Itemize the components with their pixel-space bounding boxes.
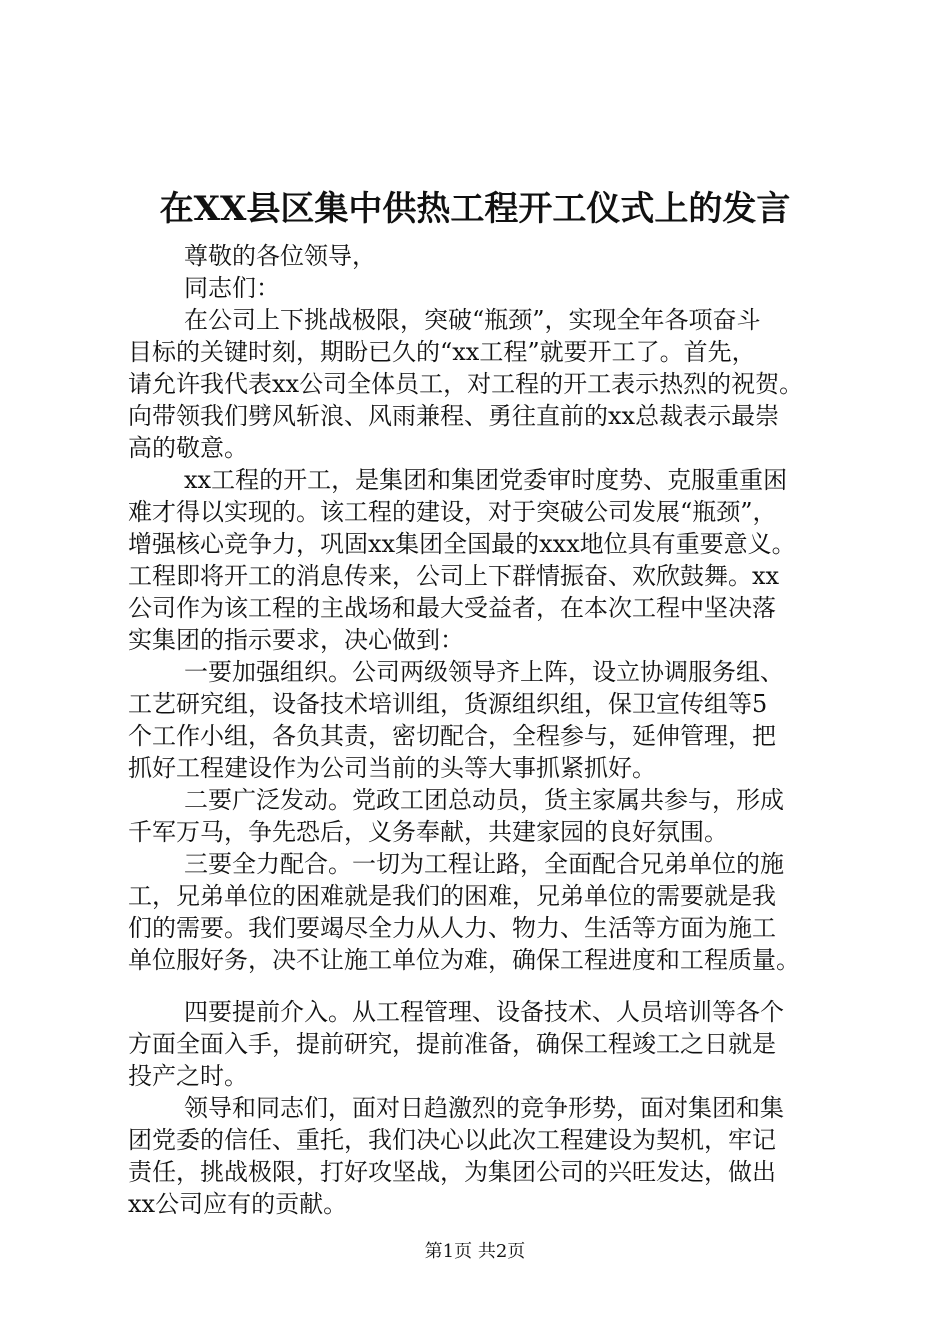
paragraph-line: 三要全力配合。一切为工程让路，全面配合兄弟单位的施 [184,850,784,878]
paragraph-gap [128,976,850,996]
salutation-line: 尊敬的各位领导， [184,242,376,270]
paragraph-line: 们的需要。我们要竭尽全力从人力、物力、生活等方面为施工 [128,914,776,942]
paragraph-line: 单位服好务，决不让施工单位为难，确保工程进度和工程质量。 [128,946,800,974]
paragraph-line: 抓好工程建设作为公司当前的头等大事抓紧抓好。 [128,754,656,782]
paragraph-line: 四要提前介入。从工程管理、设备技术、人员培训等各个 [184,998,784,1026]
paragraph-line: 目标的关键时刻，期盼已久的“xx工程”就要开工了。首先， [128,338,756,366]
paragraph-line: 责任，挑战极限，打好攻坚战，为集团公司的兴旺发达，做出 [128,1158,776,1186]
paragraph-line: 投产之时。 [128,1062,248,1090]
document-title: 在XX县区集中供热工程开工仪式上的发言 [159,189,791,229]
paragraph-line: 二要广泛发动。党政工团总动员，货主家属共参与，形成 [184,786,784,814]
paragraph-line: xx公司应有的贡献。 [128,1190,348,1218]
paragraph-line: 向带领我们劈风斩浪、风雨兼程、勇往直前的xx总裁表示最崇 [128,402,780,430]
paragraph-line: 公司作为该工程的主战场和最大受益者，在本次工程中坚决落 [128,594,776,622]
paragraph-line: 高的敬意。 [128,434,248,462]
paragraph-line: 在公司上下挑战极限，突破“瓶颈”，实现全年各项奋斗 [184,306,761,334]
paragraph-line: 难才得以实现的。该工程的建设，对于突破公司发展“瓶颈”， [128,498,777,526]
paragraph-line: 领导和同志们，面对日趋激烈的竞争形势，面对集团和集 [184,1094,784,1122]
page-number: 第1页 共2页 [424,1241,526,1262]
paragraph-line: 实集团的指示要求，决心做到： [128,626,464,654]
salutation-line: 同志们： [184,274,280,302]
paragraph-line: 千军万马，争先恐后，义务奉献，共建家园的良好氛围。 [128,818,728,846]
paragraph-line: xx工程的开工，是集团和集团党委审时度势、克服重重困 [184,466,788,494]
paragraph-line: 工程即将开工的消息传来，公司上下群情振奋、欢欣鼓舞。xx [128,562,780,590]
paragraph-line: 个工作小组，各负其责，密切配合，全程参与，延伸管理，把 [128,722,776,750]
paragraph-line: 请允许我代表xx公司全体员工，对工程的开工表示热烈的祝贺。 [128,370,804,398]
paragraph-line: 工，兄弟单位的困难就是我们的困难，兄弟单位的需要就是我 [128,882,776,910]
paragraph-line: 增强核心竞争力，巩固xx集团全国最的xxx地位具有重要意义。 [128,530,796,558]
paragraph-line: 方面全面入手，提前研究，提前准备，确保工程竣工之日就是 [128,1030,776,1058]
paragraph-line: 一要加强组织。公司两级领导齐上阵，设立协调服务组、 [184,658,784,686]
document-body [128,240,850,1220]
paragraph-line: 工艺研究组，设备技术培训组，货源组织组，保卫宣传组等5 [128,690,768,718]
paragraph-line: 团党委的信任、重托，我们决心以此次工程建设为契机，牢记 [128,1126,776,1154]
